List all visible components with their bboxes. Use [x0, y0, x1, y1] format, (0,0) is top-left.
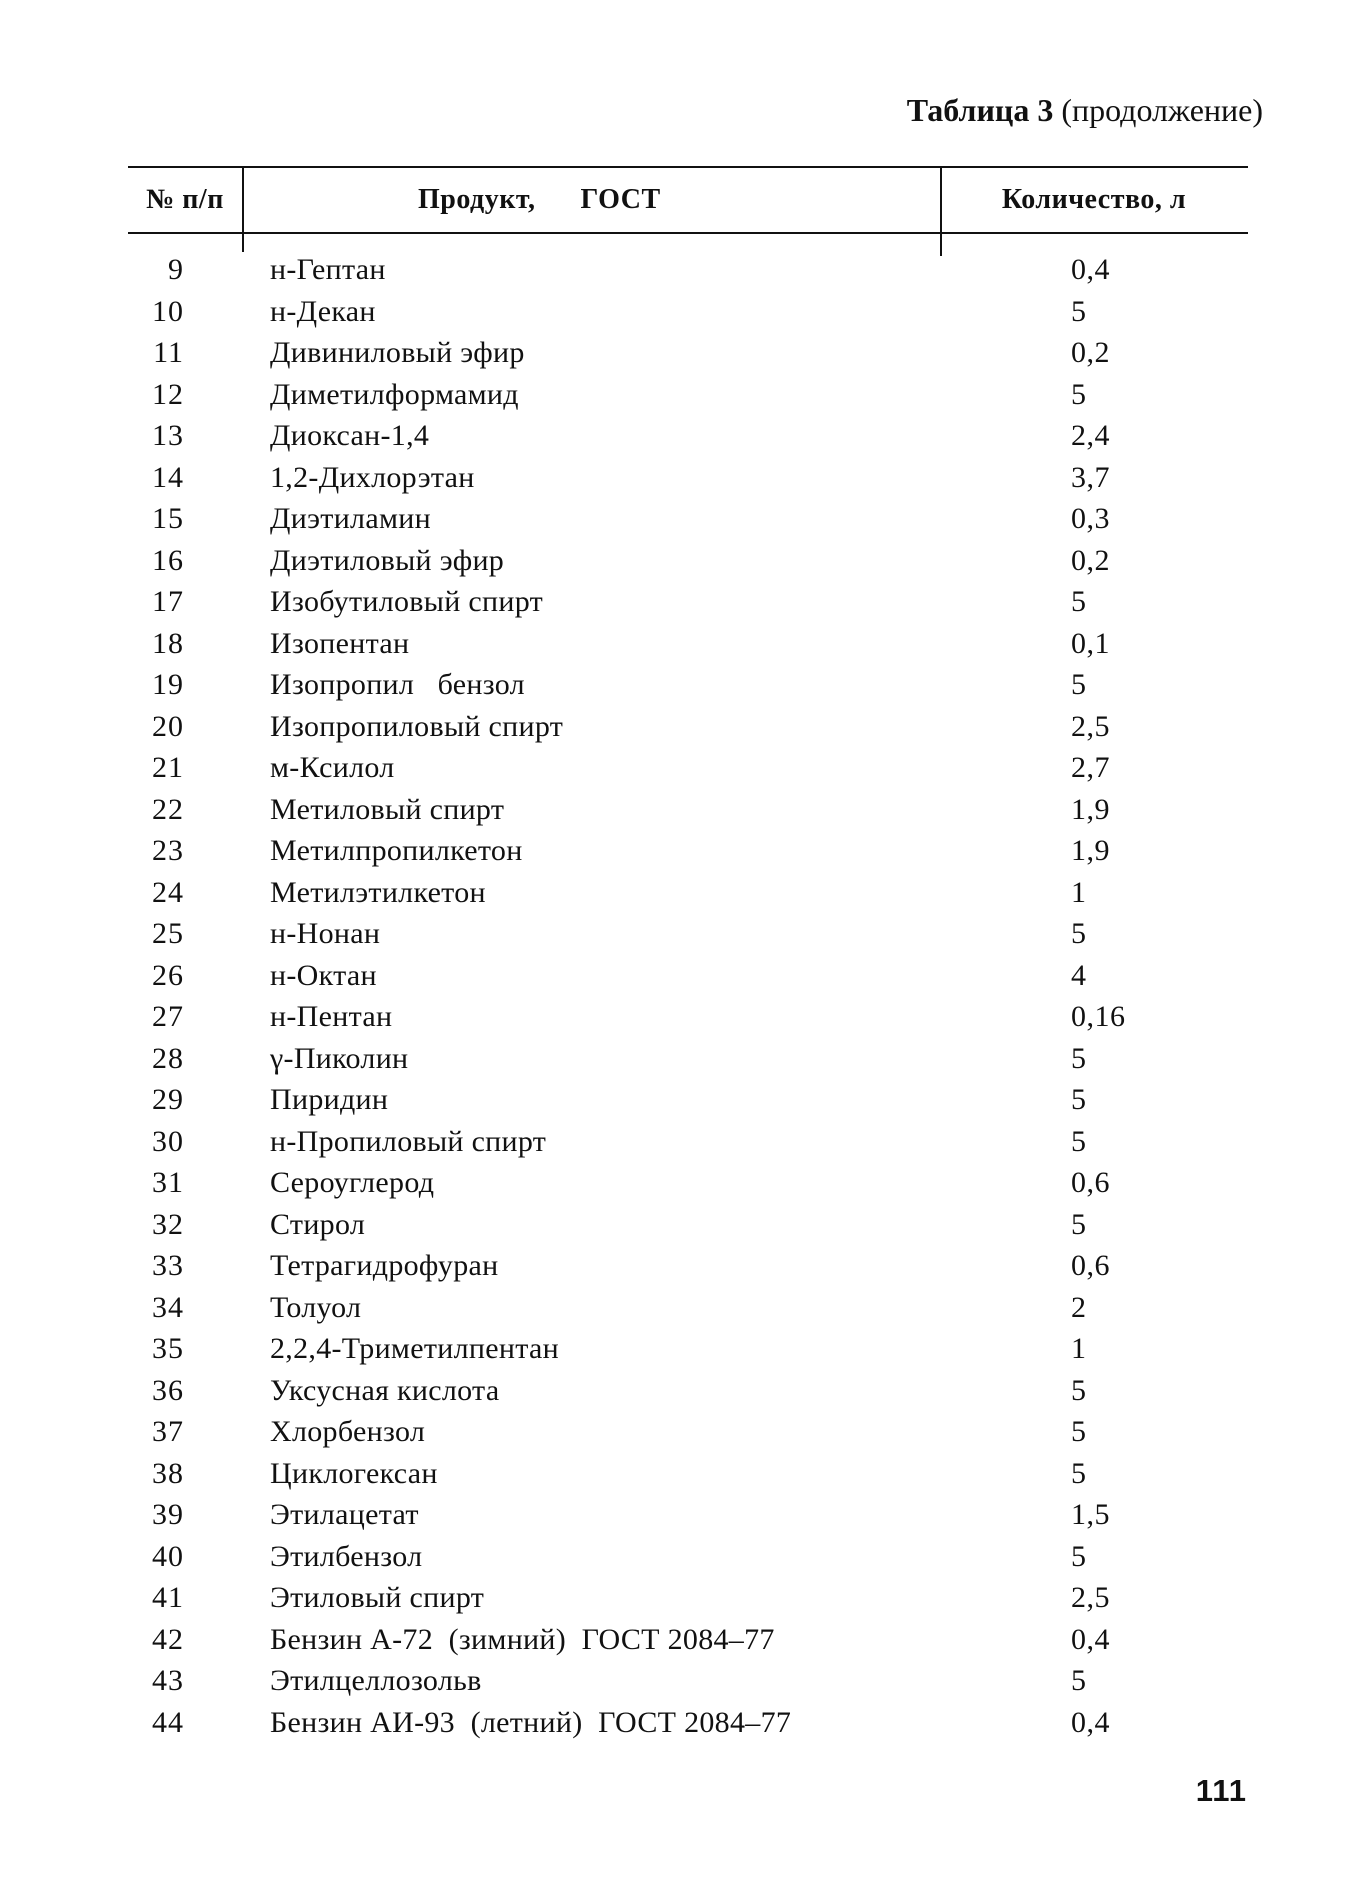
row-quantity: 4 [1071, 958, 1087, 992]
row-quantity: 5 [1071, 1041, 1087, 1075]
row-number: 23 [152, 834, 184, 867]
row-quantity: 0,1 [1071, 626, 1110, 660]
table-row [128, 664, 1248, 706]
row-quantity: 0,6 [1071, 1166, 1110, 1199]
table-row [128, 1619, 1248, 1661]
table-row [128, 706, 1248, 748]
row-quantity: 0,2 [1071, 336, 1110, 369]
row-number: 10 [152, 294, 184, 328]
row-product: Стирол [270, 1207, 366, 1241]
row-product: н-Нонан [270, 917, 381, 950]
row-number: 22 [152, 792, 184, 826]
row-product: Пиридин [270, 1083, 389, 1116]
row-product: Дивиниловый эфир [270, 336, 525, 369]
row-quantity: 5 [1071, 1207, 1087, 1241]
table-row [128, 498, 1248, 540]
header-quantity: Количество, л [1001, 184, 1187, 215]
row-number: 39 [152, 1498, 184, 1531]
row-number: 24 [152, 875, 184, 909]
row-product: Этилцеллозольв [270, 1664, 482, 1697]
table-row [128, 249, 1248, 291]
header-divider-left-tail [242, 166, 244, 252]
row-number: 38 [152, 1456, 184, 1490]
row-number: 44 [152, 1705, 184, 1739]
row-number: 33 [152, 1249, 184, 1282]
row-quantity: 0,6 [1071, 1249, 1110, 1282]
row-product: Бензин АИ-93 (летний) ГОСТ 2084–77 [270, 1705, 792, 1739]
table-header [128, 166, 1248, 234]
row-product: Уксусная кислота [270, 1373, 500, 1407]
row-number: 32 [152, 1207, 184, 1241]
table-row [128, 789, 1248, 831]
row-number: 9 [168, 253, 184, 286]
row-product: н-Октан [270, 958, 377, 992]
row-number: 27 [152, 1000, 184, 1033]
row-quantity: 5 [1071, 1373, 1087, 1407]
row-quantity: 5 [1071, 585, 1087, 618]
row-number: 29 [152, 1083, 184, 1116]
row-quantity: 5 [1071, 1415, 1087, 1448]
row-product: Циклогексан [270, 1456, 438, 1490]
row-number: 20 [152, 709, 184, 743]
row-number: 14 [152, 460, 184, 494]
row-product: Диэтиловый эфир [270, 543, 505, 577]
row-quantity: 5 [1071, 1456, 1087, 1490]
row-quantity: 1 [1071, 875, 1087, 909]
table-row [128, 996, 1248, 1038]
row-product: Метилэтилкетон [270, 875, 486, 909]
row-number: 42 [152, 1622, 184, 1656]
row-product: н-Пентан [270, 1000, 393, 1033]
row-quantity: 0,2 [1071, 543, 1110, 577]
page-number: 111 [1195, 1773, 1247, 1808]
table-row [128, 1453, 1248, 1495]
table-row [128, 1370, 1248, 1412]
row-number: 17 [152, 585, 184, 618]
row-product: Тетрагидрофуран [270, 1249, 499, 1282]
row-product: Этиловый спирт [270, 1581, 485, 1614]
row-product: Сероуглерод [270, 1166, 435, 1199]
row-number: 26 [152, 958, 184, 992]
row-number: 28 [152, 1041, 184, 1075]
row-product: н-Пропиловый спирт [270, 1124, 547, 1158]
row-quantity: 5 [1071, 294, 1087, 328]
table-row [128, 1079, 1248, 1121]
row-number: 15 [152, 502, 184, 535]
row-product: 1,2-Дихлорэтан [270, 460, 475, 494]
row-product: Этилбензол [270, 1539, 423, 1573]
row-quantity: 5 [1071, 1539, 1087, 1573]
row-number: 30 [152, 1124, 184, 1158]
row-quantity: 1,9 [1071, 834, 1110, 867]
row-quantity: 0,3 [1071, 502, 1110, 535]
table-row [128, 1204, 1248, 1246]
table-row [128, 1577, 1248, 1619]
table-row [128, 540, 1248, 582]
header-product: Продукт, ГОСТ [418, 184, 661, 215]
row-product: Диоксан-1,4 [270, 419, 430, 452]
row-number: 35 [152, 1332, 184, 1365]
row-quantity: 5 [1071, 377, 1087, 411]
row-quantity: 5 [1071, 1664, 1087, 1697]
row-quantity: 2,4 [1071, 419, 1110, 452]
row-quantity: 2,5 [1071, 1581, 1110, 1614]
row-quantity: 1,9 [1071, 792, 1110, 826]
table-row [128, 415, 1248, 457]
table-row [128, 1494, 1248, 1536]
row-product: Изопропил бензол [270, 668, 525, 701]
row-quantity: 0,4 [1071, 253, 1110, 286]
solvent-table [128, 166, 1248, 1743]
table-row [128, 1287, 1248, 1329]
table-body [128, 249, 1248, 1743]
row-number: 12 [152, 377, 184, 411]
table-row [128, 1162, 1248, 1204]
row-number: 18 [152, 626, 184, 660]
row-quantity: 5 [1071, 917, 1087, 950]
table-caption [907, 92, 1263, 129]
table-row [128, 581, 1248, 623]
table-row [128, 623, 1248, 665]
row-product: Этилацетат [270, 1498, 419, 1531]
header-number: № п/п [146, 184, 224, 215]
table-row [128, 747, 1248, 789]
row-number: 34 [152, 1290, 184, 1324]
row-quantity: 2 [1071, 1290, 1087, 1324]
row-product: н-Декан [270, 294, 376, 328]
row-number: 21 [152, 751, 184, 784]
row-quantity: 1,5 [1071, 1498, 1110, 1531]
row-number: 11 [153, 336, 184, 369]
row-product: м-Ксилол [270, 751, 395, 784]
row-quantity: 0,16 [1071, 1000, 1126, 1033]
row-number: 25 [152, 917, 184, 950]
row-number: 19 [152, 668, 184, 701]
row-quantity: 5 [1071, 1083, 1087, 1116]
row-number: 13 [152, 419, 184, 452]
table-row [128, 955, 1248, 997]
table-row [128, 830, 1248, 872]
row-number: 40 [152, 1539, 184, 1573]
row-product: Хлорбензол [270, 1415, 426, 1448]
row-quantity: 0,4 [1071, 1622, 1110, 1656]
row-number: 37 [152, 1415, 184, 1448]
table-row [128, 291, 1248, 333]
row-quantity: 5 [1071, 668, 1087, 701]
row-quantity: 2,7 [1071, 751, 1110, 784]
table-row [128, 1328, 1248, 1370]
row-quantity: 0,4 [1071, 1705, 1110, 1739]
row-product: Метиловый спирт [270, 792, 505, 826]
row-number: 16 [152, 543, 184, 577]
row-number: 31 [152, 1166, 184, 1199]
row-product: Толуол [270, 1290, 362, 1324]
table-row [128, 1245, 1248, 1287]
row-quantity: 1 [1071, 1332, 1087, 1365]
row-product: Диэтиламин [270, 502, 431, 535]
row-quantity: 3,7 [1071, 460, 1110, 494]
table-row [128, 1121, 1248, 1163]
row-product: н-Гептан [270, 253, 386, 286]
table-caption-note: (продолжение) [1061, 92, 1263, 128]
row-quantity: 2,5 [1071, 709, 1110, 743]
row-product: 2,2,4-Триметилпентан [270, 1332, 559, 1365]
row-product: Метилпропилкетон [270, 834, 523, 867]
table-row [128, 1411, 1248, 1453]
row-number: 36 [152, 1373, 184, 1407]
table-row [128, 332, 1248, 374]
row-product: Изопентан [270, 626, 410, 660]
table-row [128, 872, 1248, 914]
row-product: γ-Пиколин [270, 1041, 409, 1075]
table-row [128, 1536, 1248, 1578]
row-number: 41 [152, 1581, 184, 1614]
row-product: Бензин А-72 (зимний) ГОСТ 2084–77 [270, 1622, 775, 1656]
table-row [128, 374, 1248, 416]
row-product: Диметилформамид [270, 377, 519, 411]
table-row [128, 457, 1248, 499]
table-row [128, 913, 1248, 955]
row-product: Изопропиловый спирт [270, 709, 564, 743]
table-caption-title: Таблица 3 [906, 92, 1054, 128]
table-row [128, 1660, 1248, 1702]
row-product: Изобутиловый спирт [270, 585, 544, 618]
row-quantity: 5 [1071, 1124, 1087, 1158]
table-row [128, 1702, 1248, 1744]
row-number: 43 [152, 1664, 184, 1697]
table-row [128, 1038, 1248, 1080]
